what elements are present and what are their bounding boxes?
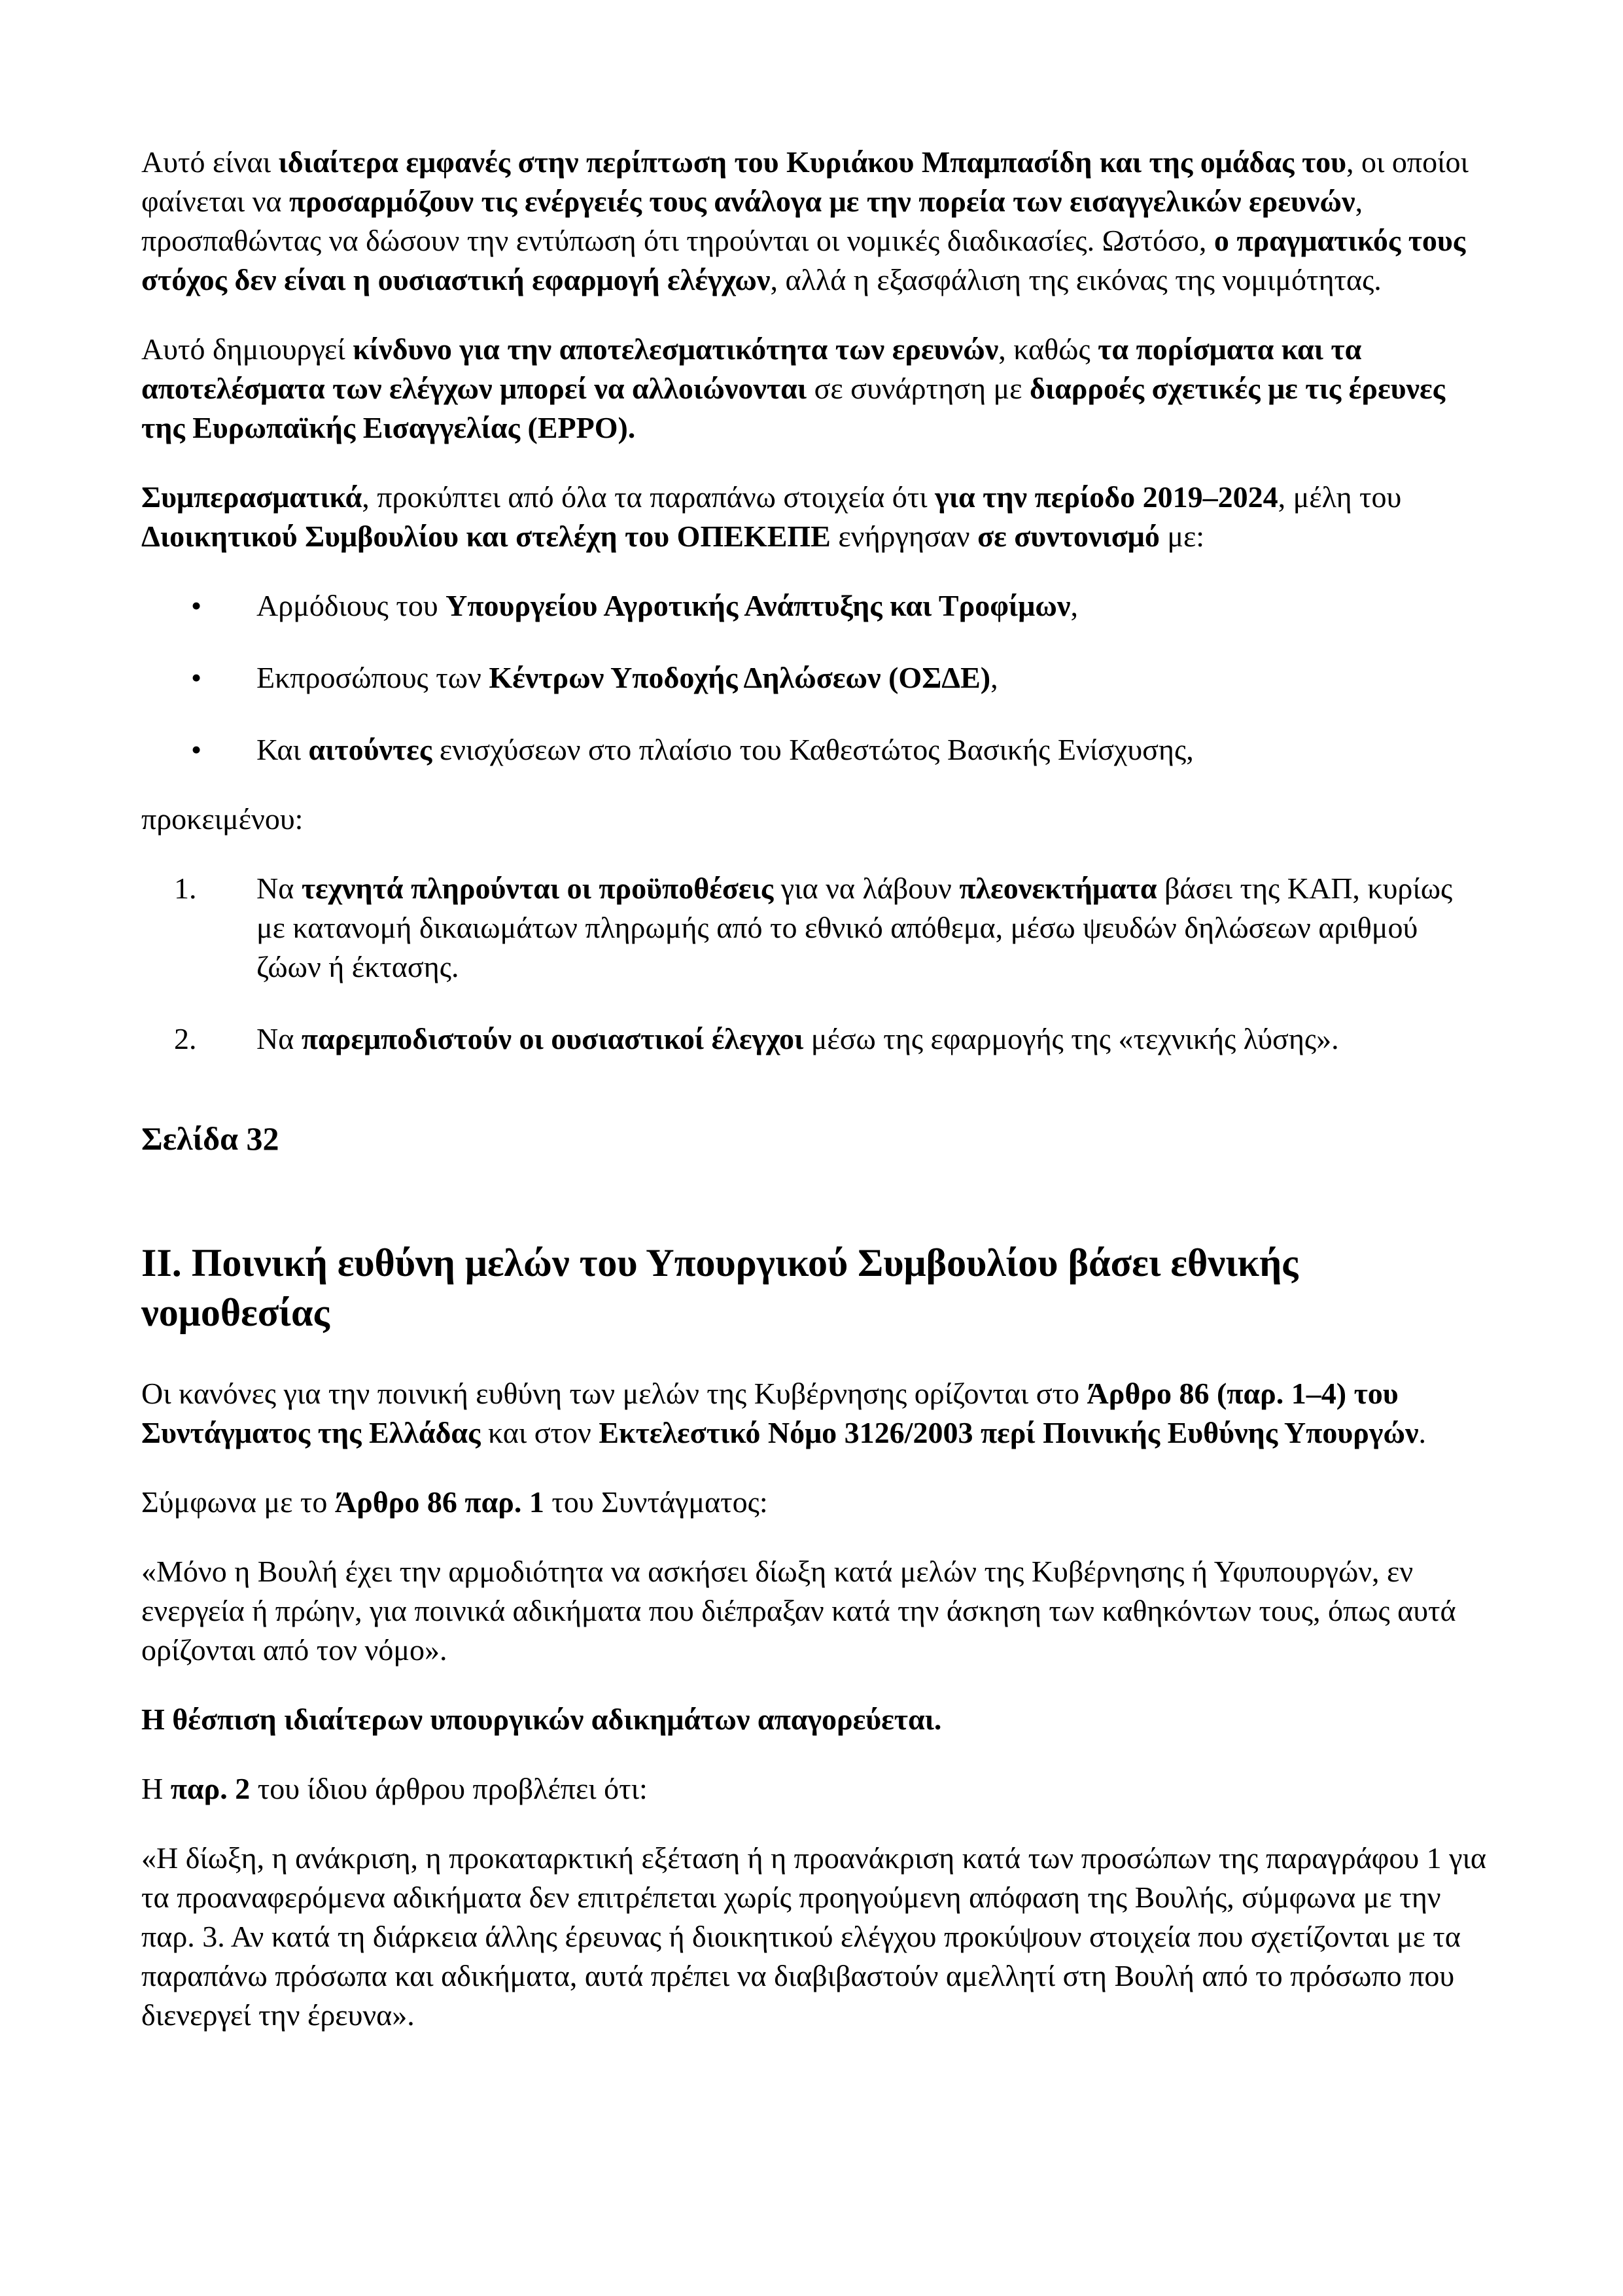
paragraph-observation [141, 143, 1487, 300]
bullet-item-text [256, 586, 1487, 626]
bullet-icon: • [191, 589, 202, 622]
quote-article86-par2 [141, 1839, 1487, 2035]
text-run: διαρροές σχετικές με τις έρευνες της Ευρωπαϊκής Εισαγγελίας (EPPO). [141, 372, 1446, 444]
paragraph-par2-intro [141, 1769, 1487, 1809]
text-run: Αυτό δημιουργεί [141, 332, 353, 366]
text-run: , μέλη του [1278, 480, 1402, 514]
text-run: Συμπερασματικά [141, 480, 362, 514]
text-run: «Η δίωξη, η ανάκριση, η προκαταρκτική εξέταση ή η προανάκριση κατά των προσώπων της παραγράφου 1 για τα προαναφερόμενα αδικήματα δεν επιτρέπεται χωρίς προηγούμενη απόφαση της Βουλής, σύμφωνα με την παρ. 3. Αν κατά τη διάρκεια άλλης έρευνας ή διοικητικού ελέγχου προκύψουν στοιχεία που σχετίζονται με τα παραπάνω πρόσωπα και αδικήματα, αυτά πρέπει να διαβιβαστούν αμελλητί στη Βουλή από το πρόσωπο που διενεργεί την έρευνα». [141, 1841, 1486, 2032]
paragraph-risk [141, 330, 1487, 448]
paragraph-article86-intro [141, 1483, 1487, 1522]
numbered-item-text [256, 869, 1487, 987]
text-run: με: [1159, 520, 1205, 553]
text-run: του ίδιου άρθρου προβλέπει ότι: [250, 1772, 648, 1805]
quote-article86-par1 [141, 1552, 1487, 1670]
bullet-item-ministry [141, 586, 1487, 626]
bullet-list [141, 586, 1487, 769]
text-run: Άρθρο 86 παρ. 1 [334, 1485, 544, 1519]
bullet-icon: • [191, 733, 202, 766]
emphasis-line [141, 1700, 1487, 1739]
text-run: Διοικητικού Συμβουλίου και στελέχη του ΟΠΕΚΕΠΕ [141, 520, 831, 553]
text-run: κίνδυνο για την αποτελεσματικότητα των ερευνών [353, 332, 999, 366]
numbered-item-2 [141, 1019, 1487, 1059]
text-run: Υπουργείου Αγροτικής Ανάπτυξης και Τροφίμων [445, 589, 1071, 622]
text-run: Άρθρο 86 (παρ. 1–4) του Συντάγματος της Ελλάδας [141, 1377, 1399, 1449]
text-run: τα πορίσματα και τα αποτελέσματα των ελέγχων μπορεί να αλλοιώνονται [141, 332, 1362, 405]
text-run: και στον [480, 1416, 599, 1449]
lead-in-text [141, 800, 1487, 839]
text-run: . [1418, 1416, 1427, 1449]
text-run: Εκπροσώπους των [256, 661, 489, 694]
text-run: , προσπαθώντας να δώσουν την εντύπωση ότι τηρούνται οι νομικές διαδικασίες. Ωστόσο, [141, 185, 1363, 257]
bullet-icon: • [191, 661, 202, 694]
list-number: 2. [174, 1022, 197, 1055]
numbered-item-1 [141, 869, 1487, 987]
paragraph-legal-basis [141, 1374, 1487, 1453]
text-run: Να [256, 1022, 302, 1055]
bullet-item-text [256, 730, 1487, 769]
text-run: τεχνητά πληρούνται οι προϋποθέσεις [301, 872, 774, 905]
text-run: «Μόνο η Βουλή έχει την αρμοδιότητα να ασκήσει δίωξη κατά μελών της Κυβέρνησης ή Υφυπουργών, εν ενεργεία ή πρώην, για ποινικά αδικήματα που διέπραξαν κατά την άσκηση των καθηκόντων τους, όπως αυτά ορίζονται από τον νόμο». [141, 1555, 1456, 1667]
text-run: Αυτό είναι [141, 145, 279, 179]
text-run: , οι οποίοι φαίνεται να [141, 145, 1469, 218]
text-run: ιδιαίτερα εμφανές στην περίπτωση του Κυριάκου Μπαμπασίδη και της ομάδας του [278, 145, 1347, 179]
text-run: Να [256, 872, 302, 905]
text-run: για να λάβουν [773, 872, 960, 905]
text-run: προσαρμόζουν τις ενέργειές τους ανάλογα με την πορεία των εισαγγελικών ερευνών [289, 185, 1355, 218]
text-run: ενήργησαν [830, 520, 978, 553]
text-run: αιτούντες [308, 733, 432, 766]
text-run: για την περίοδο 2019–2024 [935, 480, 1278, 514]
text-run: , προκύπτει από όλα τα παραπάνω στοιχεία ότι [362, 480, 935, 514]
text-run: Κέντρων Υποδοχής Δηλώσεων (ΟΣΔΕ) [489, 661, 991, 694]
bullet-item-applicants [141, 730, 1487, 769]
text-run: πλεονεκτήματα [959, 872, 1157, 905]
text-run: , [990, 661, 998, 694]
page-label [141, 1118, 1487, 1159]
text-run: , [1070, 589, 1078, 622]
bullet-item-text [256, 658, 1487, 698]
text-run: Εκτελεστικό Νόμο 3126/2003 περί Ποινικής Ευθύνης Υπουργών [599, 1416, 1419, 1449]
text-run: Η θέσπιση ιδιαίτερων υπουργικών αδικημάτων απαγορεύεται. [141, 1703, 942, 1736]
text-run: σε συνάρτηση με [807, 372, 1030, 405]
numbered-list [141, 869, 1487, 1059]
text-run: Οι κανόνες για την ποινική ευθύνη των μελών της Κυβέρνησης ορίζονται στο [141, 1377, 1087, 1410]
text-run: Σελίδα 32 [141, 1120, 279, 1157]
text-run: Αρμόδιους του [256, 589, 446, 622]
text-run: προκειμένου: [141, 802, 304, 836]
text-run: Και [256, 733, 309, 766]
paragraph-conclusion [141, 478, 1487, 556]
text-run: Η [141, 1772, 171, 1805]
text-run: , αλλά η εξασφάλιση της εικόνας της νομιμότητας. [770, 263, 1382, 296]
section-heading [141, 1238, 1319, 1337]
text-run: Σύμφωνα με το [141, 1485, 335, 1519]
text-run: παρ. 2 [170, 1772, 251, 1805]
text-run: μέσω της εφαρμογής της «τεχνικής λύσης». [803, 1022, 1339, 1055]
text-run: σε συντονισμό [977, 520, 1160, 553]
text-run: ο πραγματικός τους στόχος δεν είναι η ουσιαστική εφαρμογή ελέγχων [141, 224, 1466, 296]
bullet-item-centers [141, 658, 1487, 698]
list-number: 1. [174, 872, 197, 905]
text-run: παρεμποδιστούν οι ουσιαστικοί έλεγχοι [301, 1022, 804, 1055]
text-run: του Συντάγματος: [544, 1485, 768, 1519]
text-run: ενισχύσεων στο πλαίσιο του Καθεστώτος Βασικής Ενίσχυσης, [432, 733, 1194, 766]
numbered-item-text [256, 1019, 1487, 1059]
text-run: II. Ποινική ευθύνη μελών του Υπουργικού Συμβουλίου βάσει εθνικής νομοθεσίας [141, 1241, 1299, 1334]
text-run: , καθώς [998, 332, 1098, 366]
text-run: βάσει της ΚΑΠ, κυρίως με κατανομή δικαιωμάτων πληρωμής από το εθνικό απόθεμα, μέσω ψευδών δηλώσεων αριθμού ζώων ή έκτασης. [256, 872, 1453, 983]
